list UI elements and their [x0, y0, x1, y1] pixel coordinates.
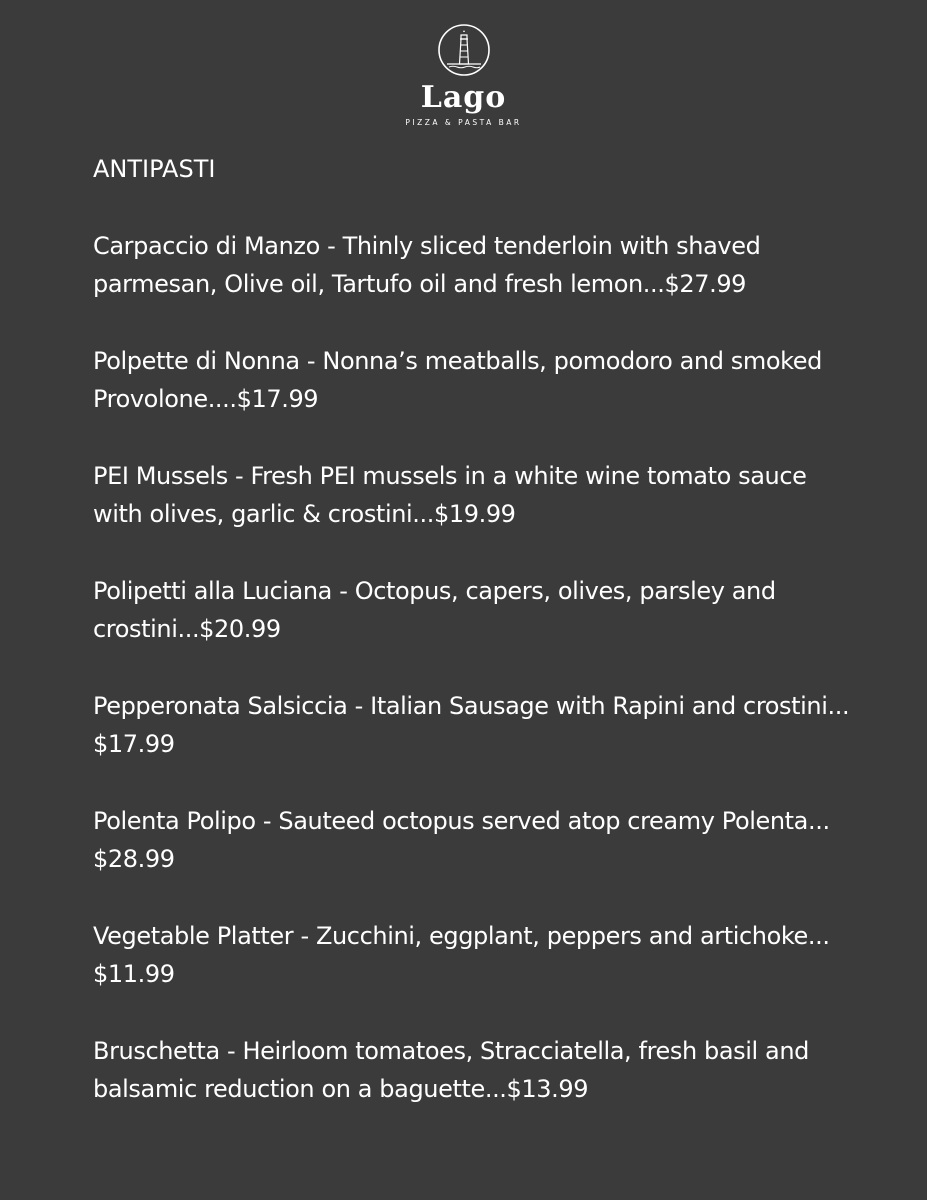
menu-item-text: Polenta Polipo - Sauteed octopus served atop creamy Polenta... [93, 807, 830, 835]
menu-item-text: PEI Mussels - Fresh PEI mussels in a white wine tomato sauce [93, 462, 807, 490]
menu-item-text: Provolone....$17.99 [93, 385, 319, 413]
menu-item-text: with olives, garlic & crostini...$19.99 [93, 500, 516, 528]
menu-item-mussels [93, 457, 853, 533]
menu-item-carpaccio [93, 227, 853, 303]
menu-item-text: Carpaccio di Manzo - Thinly sliced tenderloin with shaved [93, 232, 761, 260]
brand-tagline: PIZZA & PASTA BAR [405, 118, 522, 127]
menu-item-text: Vegetable Platter - Zucchini, eggplant, peppers and artichoke... [93, 922, 830, 950]
menu-item-text: crostini...$20.99 [93, 615, 281, 643]
menu-item-text: balsamic reduction on a baguette...$13.99 [93, 1075, 589, 1103]
menu-item-bruschetta [93, 1032, 853, 1108]
menu-item-text: parmesan, Olive oil, Tartufo oil and fresh lemon...$27.99 [93, 270, 747, 298]
menu-section [93, 150, 853, 1108]
menu-item-text: $28.99 [93, 845, 175, 873]
menu-item-text: $11.99 [93, 960, 175, 988]
menu-item-polipetti [93, 572, 853, 648]
menu-item-pepperonata [93, 687, 853, 763]
lighthouse-icon [436, 22, 492, 78]
logo [0, 22, 927, 127]
menu-item-text: Pepperonata Salsiccia - Italian Sausage with Rapini and crostini... [93, 692, 850, 720]
menu-item-text: Bruschetta - Heirloom tomatoes, Stracciatella, fresh basil and [93, 1037, 809, 1065]
menu-item-polpette [93, 342, 853, 418]
menu-item-polenta [93, 802, 853, 878]
menu-item-text: Polpette di Nonna - Nonna’s meatballs, pomodoro and smoked [93, 347, 822, 375]
section-title: ANTIPASTI [93, 155, 216, 183]
brand-name: Lago [420, 80, 507, 115]
menu-item-text: $17.99 [93, 730, 175, 758]
menu-item-text: Polipetti alla Luciana - Octopus, capers, olives, parsley and [93, 577, 776, 605]
menu-item-vegetable-platter [93, 917, 853, 993]
